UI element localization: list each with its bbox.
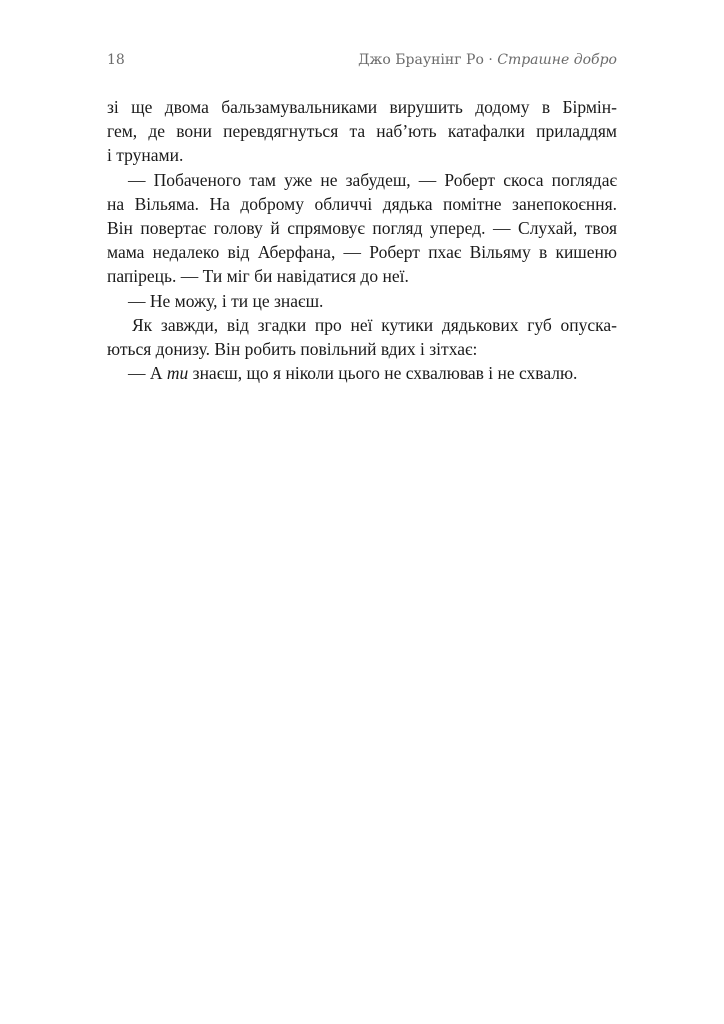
text-run: — А bbox=[128, 363, 167, 384]
emphasized-word: ти bbox=[166, 363, 189, 384]
paragraph-2 bbox=[107, 168, 617, 289]
text-line: зі ще двома бальзамувальниками вирушить додому в Бірмін- bbox=[107, 97, 617, 117]
text-line: — Побаченого там уже не забудеш, — Роберт скоса поглядає bbox=[128, 169, 617, 190]
text-line: ються донизу. Він робить повільний вдих і зітхає: bbox=[107, 339, 478, 360]
paragraph-1 bbox=[107, 95, 617, 168]
header-separator: · bbox=[483, 52, 498, 68]
page-number: 18 bbox=[107, 52, 125, 68]
text-line: Як завжди, від згадки про неї кутики дядькових губ опуска- bbox=[132, 314, 617, 335]
header-author: Джо Браунінг Ро bbox=[358, 52, 484, 68]
running-head bbox=[107, 52, 617, 72]
text-line: на Вільяма. На доброму обличчі дядька помітне занепокоєння. bbox=[107, 193, 617, 214]
text-line: і трунами. bbox=[107, 145, 184, 166]
text-line bbox=[107, 361, 617, 385]
paragraph-3 bbox=[107, 289, 617, 313]
text-run: знаєш, що я ніколи цього не схвалював і не схвалю. bbox=[188, 363, 578, 384]
body-text bbox=[107, 95, 617, 385]
paragraph-4 bbox=[107, 313, 617, 361]
text-line: — Не можу, і ти це знаєш. bbox=[128, 290, 324, 311]
text-line: Він повертає голову й спрямовує погляд уперед. — Слухай, твоя bbox=[107, 218, 617, 239]
text-line: гем, де вони перевдягнуться та наб’ють катафалки приладдям bbox=[107, 121, 617, 142]
text-line: папірець. — Ти міг би навідатися до неї. bbox=[107, 266, 409, 287]
header-book-title: Страшне добро bbox=[497, 52, 617, 68]
header-author-title bbox=[358, 52, 617, 68]
text-line: мама недалеко від Аберфана, — Роберт пхає Вільяму в кишеню bbox=[107, 242, 617, 263]
paragraph-5 bbox=[107, 361, 617, 385]
